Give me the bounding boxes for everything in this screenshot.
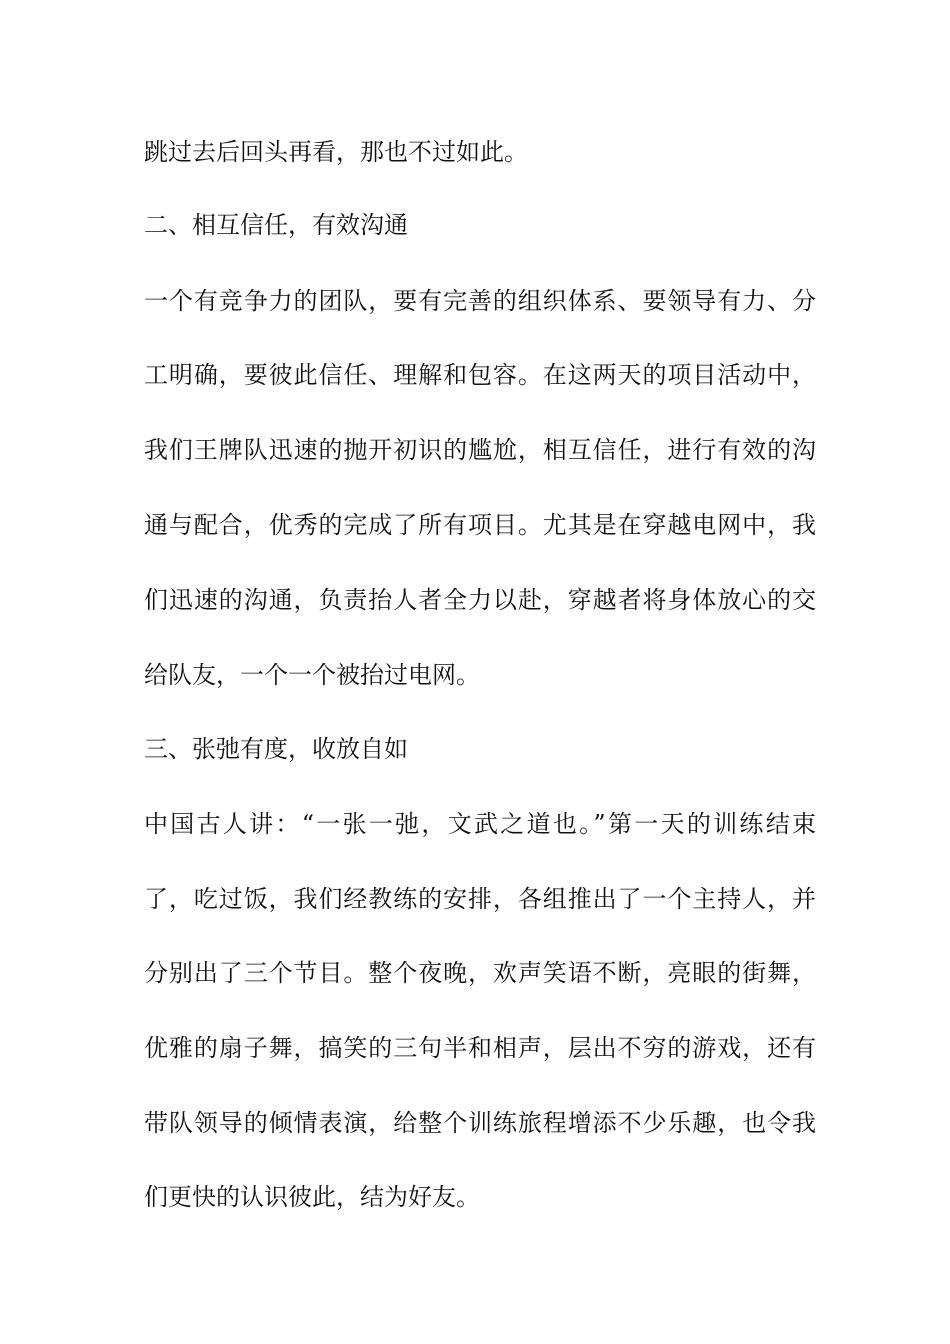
section-heading: 三、张弛有度，收放自如 bbox=[144, 735, 408, 763]
paragraph-line: 分别出了三个节目。整个夜晚，欢声笑语不断，亮眼的街舞， bbox=[144, 959, 816, 987]
paragraph-line: 了，吃过饭，我们经教练的安排，各组推出了一个主持人，并 bbox=[144, 885, 816, 913]
paragraph-line: 工明确，要彼此信任、理解和包容。在这两天的项目活动中， bbox=[144, 361, 816, 389]
paragraph-line: 们迅速的沟通，负责抬人者全力以赴，穿越者将身体放心的交 bbox=[144, 586, 816, 614]
paragraph-line: 优雅的扇子舞，搞笑的三句半和相声，层出不穷的游戏，还有 bbox=[144, 1034, 816, 1062]
paragraph-line: 给队友，一个一个被抬过电网。 bbox=[144, 661, 480, 689]
paragraph-line: 一个有竞争力的团队，要有完善的组织体系、要领导有力、分 bbox=[144, 287, 816, 315]
paragraph-line: 跳过去后回头再看，那也不过如此。 bbox=[144, 138, 528, 166]
paragraph-line: 们更快的认识彼此，结为好友。 bbox=[144, 1183, 480, 1211]
paragraph-line: 我们王牌队迅速的抛开初识的尴尬，相互信任，进行有效的沟 bbox=[144, 436, 816, 464]
section-heading: 二、相互信任，有效沟通 bbox=[144, 211, 408, 239]
paragraph-line: 带队领导的倾情表演，给整个训练旅程增添不少乐趣，也令我 bbox=[144, 1109, 816, 1137]
paragraph-line: 中国古人讲：“一张一弛，文武之道也。”第一天的训练结束 bbox=[144, 810, 816, 838]
paragraph-line: 通与配合，优秀的完成了所有项目。尤其是在穿越电网中，我 bbox=[144, 511, 816, 539]
